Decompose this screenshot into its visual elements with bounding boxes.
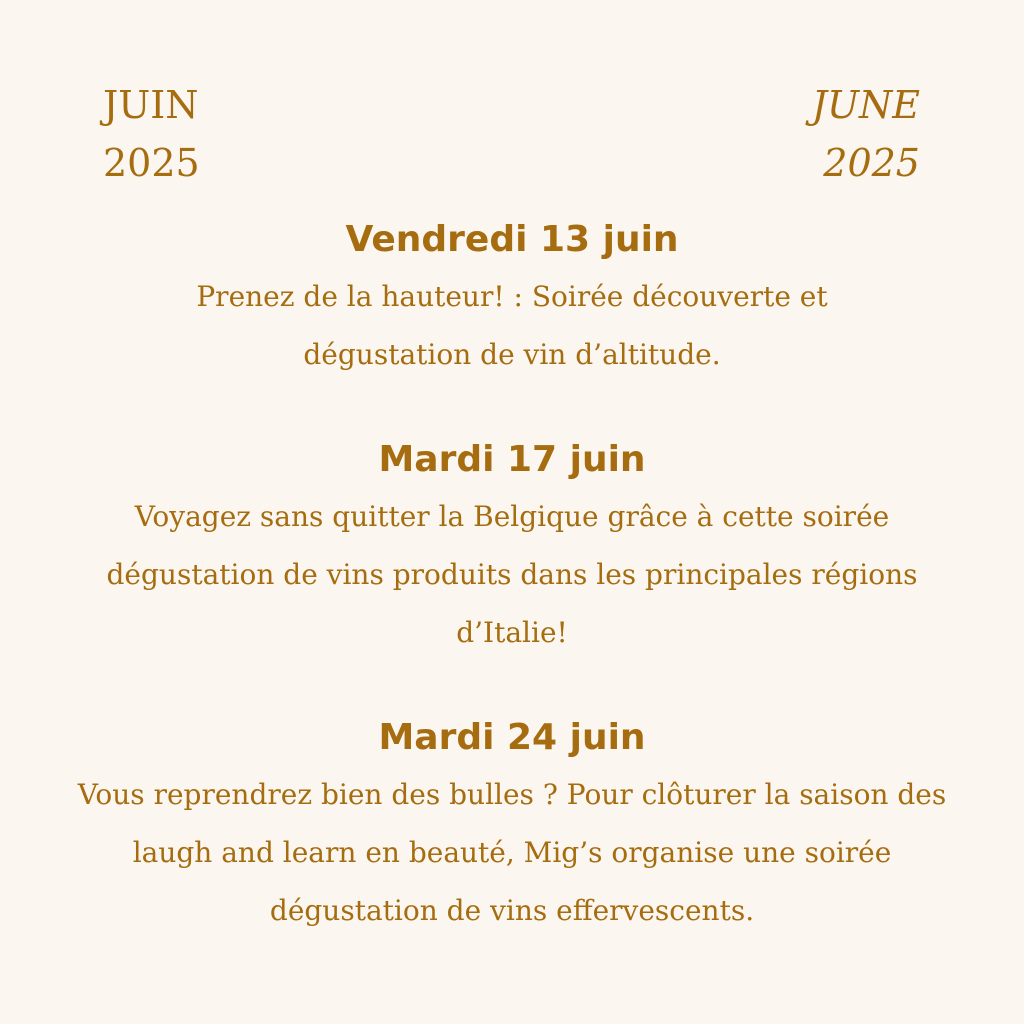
event-item [60, 438, 964, 662]
month-fr: JUIN [103, 83, 199, 127]
event-description: Prenez de la hauteur! : Soirée découverte et dégustation de vin d’altitude. [196, 280, 828, 371]
event-item [60, 218, 964, 384]
event-date: Vendredi 13 juin [345, 219, 679, 260]
month-label-fr [103, 76, 200, 192]
year-fr: 2025 [103, 141, 200, 185]
year-en: 2025 [823, 141, 920, 185]
event-description: Voyagez sans quitter la Belgique grâce à cette soirée dégustation de vins produits dans les principales régions d’Italie! [106, 500, 918, 649]
event-item [60, 716, 964, 940]
event-date: Mardi 17 juin [378, 439, 646, 480]
month-label-en [812, 76, 920, 192]
month-en: JUNE [811, 83, 920, 127]
event-date: Mardi 24 juin [378, 717, 646, 758]
event-description: Vous reprendrez bien des bulles ? Pour clôturer la saison des laugh and learn en beauté, Mig’s organise une soirée dégustation de vins effervescents. [77, 778, 947, 927]
